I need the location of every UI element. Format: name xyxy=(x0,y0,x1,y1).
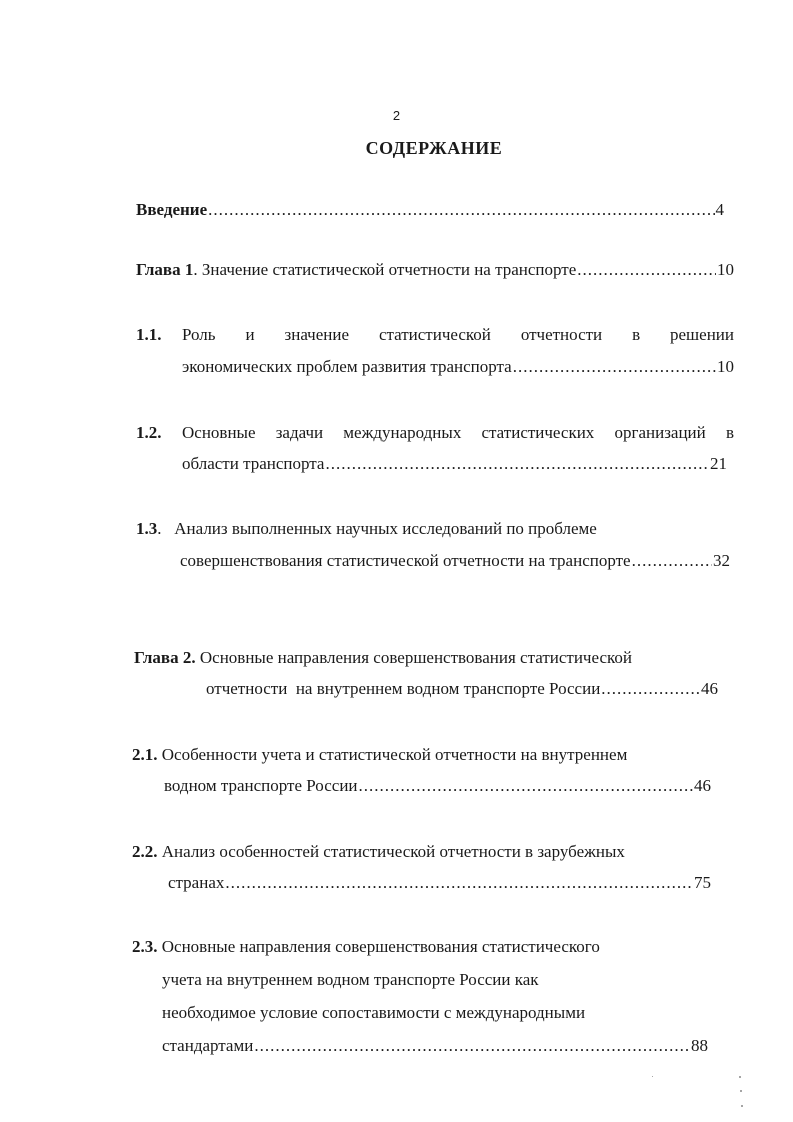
section-title-line: Анализ особенностей статистической отчетности в зарубежных xyxy=(157,842,625,861)
dot-leader xyxy=(254,1036,690,1056)
section-title-line: учета на внутреннем водном транспорте России как xyxy=(162,970,539,989)
toc-page-number: 10 xyxy=(717,260,734,279)
scan-speck xyxy=(652,1076,653,1077)
section-number: 2.1. xyxy=(132,745,158,764)
toc-entry-intro[interactable] xyxy=(136,200,724,220)
scan-speck xyxy=(739,1076,741,1078)
chapter-title: Основные направления совершенствования статистической xyxy=(195,648,632,667)
chapter-title: отчетности на внутреннем водном транспорте России xyxy=(206,679,601,698)
scan-speck xyxy=(740,1090,742,1092)
toc-entry-label: Введение xyxy=(136,200,208,219)
toc-page-number: 75 xyxy=(694,873,711,892)
section-title-line: необходимое условие сопоставимости с международными xyxy=(162,1003,586,1022)
dot-leader xyxy=(513,357,716,377)
dot-leader xyxy=(577,260,716,280)
page-title: СОДЕРЖАНИЕ xyxy=(365,138,503,158)
section-title-line: Роль и значение статистической отчетности в решении xyxy=(182,325,734,344)
section-title-line: Основные направления совершенствования статистического xyxy=(157,937,600,956)
toc-page-number: 46 xyxy=(701,679,718,698)
toc-entry-chapter-1[interactable] xyxy=(136,260,734,280)
dot-leader xyxy=(225,873,693,893)
section-title-line: . Анализ выполненных научных исследований по проблеме xyxy=(157,519,597,538)
toc-page-number: 46 xyxy=(694,776,711,795)
dot-leader xyxy=(632,551,712,571)
chapter-number: Глава 2. xyxy=(134,648,196,667)
section-number: 1.3 xyxy=(136,519,158,538)
section-title-line: водном транспорте России xyxy=(164,776,358,795)
section-number: 1.1. xyxy=(136,325,162,344)
toc-page-number: 21 xyxy=(710,454,727,473)
section-title-line: Особенности учета и статистической отчетности на внутреннем xyxy=(157,745,628,764)
dot-leader xyxy=(208,200,714,220)
chapter-title: . Значение статистической отчетности на транспорте xyxy=(193,260,577,279)
section-number: 2.3. xyxy=(132,937,158,956)
dot-leader xyxy=(601,679,700,699)
section-title-line: Основные задачи международных статистических организаций в xyxy=(182,423,734,442)
section-number: 1.2. xyxy=(136,423,162,442)
section-title-line: стандартами xyxy=(162,1036,254,1055)
page-number: 2 xyxy=(392,108,401,123)
toc-page-number: 4 xyxy=(715,200,724,219)
section-title-line: экономических проблем развития транспорта xyxy=(182,357,512,376)
section-title-line: области транспорта xyxy=(182,454,325,473)
section-title-line: странах xyxy=(168,873,225,892)
toc-page-number: 32 xyxy=(713,551,730,570)
section-number: 2.2. xyxy=(132,842,158,861)
dot-leader xyxy=(359,776,693,796)
toc-page-number: 10 xyxy=(717,357,734,376)
toc-page-number: 88 xyxy=(691,1036,708,1055)
section-title-line: совершенствования статистической отчетности на транспорте xyxy=(180,551,631,570)
chapter-number: Глава 1 xyxy=(136,260,194,279)
scan-speck xyxy=(741,1105,743,1107)
dot-leader xyxy=(325,454,709,474)
